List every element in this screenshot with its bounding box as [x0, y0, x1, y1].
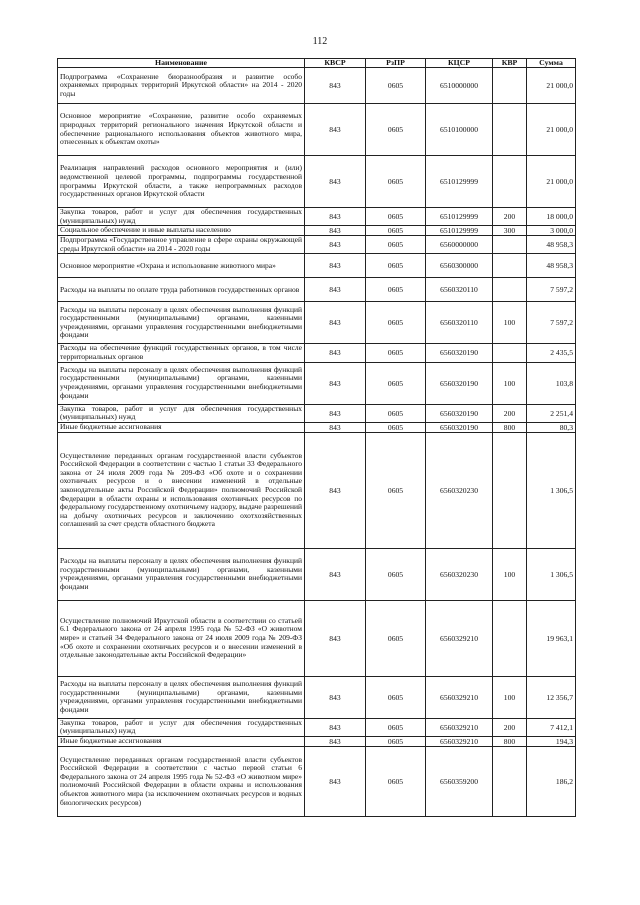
table-row: [58, 208, 576, 226]
cell-sum: 7 412,1: [527, 718, 576, 736]
header-kcsr: КЦСР: [426, 59, 493, 68]
cell-name: Подпрограмма «Сохранение биоразнообразия и развитие особо охраняемых природных территорий Иркутской области» на 2014 - 2020 годы: [58, 68, 305, 104]
cell-kvr: 100: [493, 362, 527, 404]
cell-rzpr: 0605: [366, 676, 426, 718]
cell-kcsr: 6560359200: [426, 746, 493, 816]
cell-rzpr: 0605: [366, 156, 426, 208]
cell-rzpr: 0605: [366, 432, 426, 548]
cell-kvr: 200: [493, 208, 527, 226]
table-row: [58, 746, 576, 816]
cell-kvr: [493, 104, 527, 156]
cell-kvr: 800: [493, 422, 527, 432]
cell-kvr: 100: [493, 548, 527, 600]
budget-table: [57, 58, 576, 817]
table-row: [58, 718, 576, 736]
cell-kcsr: 6560329210: [426, 736, 493, 746]
cell-name: Иные бюджетные ассигнования: [58, 736, 305, 746]
table-row: [58, 362, 576, 404]
cell-kcsr: 6510129999: [426, 208, 493, 226]
cell-kvr: [493, 156, 527, 208]
cell-kvsr: 843: [305, 236, 366, 254]
cell-sum: 2 251,4: [527, 404, 576, 422]
cell-rzpr: 0605: [366, 254, 426, 278]
cell-name: Осуществление переданных органам государственной власти субъектов Российской Федерации в соответствии с частью первой статьи 6 Федерального закона от 24 апреля 1995 года № 52-ФЗ «О животном мире» полномочий Российской Федерации в области охраны и использования объектов животного мира (за исключением охотничьих ресурсов и водных биологических ресурсов): [58, 746, 305, 816]
cell-name: Закупка товаров, работ и услуг для обеспечения государственных (муниципальных) нужд: [58, 208, 305, 226]
cell-sum: 3 000,0: [527, 226, 576, 236]
table-row: [58, 548, 576, 600]
cell-name: Расходы на выплаты персоналу в целях обеспечения выполнения функций государственными (муниципальными) органами, казенными учреждениями, органами управления государственными внебюджетными фондами: [58, 302, 305, 344]
cell-kvsr: 843: [305, 404, 366, 422]
cell-kcsr: 6560329210: [426, 676, 493, 718]
cell-rzpr: 0605: [366, 278, 426, 302]
cell-rzpr: 0605: [366, 736, 426, 746]
cell-rzpr: 0605: [366, 404, 426, 422]
cell-kcsr: 6560300000: [426, 254, 493, 278]
cell-sum: 48 958,3: [527, 236, 576, 254]
table-row: [58, 432, 576, 548]
cell-sum: 7 597,2: [527, 302, 576, 344]
cell-kcsr: 6560000000: [426, 236, 493, 254]
cell-kvsr: 843: [305, 208, 366, 226]
cell-sum: 186,2: [527, 746, 576, 816]
cell-name: Расходы на выплаты по оплате труда работников государственных органов: [58, 278, 305, 302]
cell-name: Иные бюджетные ассигнования: [58, 422, 305, 432]
cell-kvr: 200: [493, 404, 527, 422]
cell-sum: 21 000,0: [527, 156, 576, 208]
cell-sum: 21 000,0: [527, 68, 576, 104]
cell-name: Расходы на выплаты персоналу в целях обеспечения выполнения функций государственными (муниципальными) органами, казенными учреждениями, органами управления государственными внебюджетными фондами: [58, 548, 305, 600]
cell-name: Основное мероприятие «Сохранение, развитие особо охраняемых природных территорий регионального значения Иркутской области и обеспечение рационального использования объектов животного мира, отнесенных к объектам охоты»: [58, 104, 305, 156]
table-row: [58, 302, 576, 344]
cell-kvsr: 843: [305, 344, 366, 362]
table-row: [58, 736, 576, 746]
table-body: [58, 68, 576, 817]
cell-kvr: 800: [493, 736, 527, 746]
cell-name: Реализация направлений расходов основного мероприятия и (или) ведомственной целевой программы, подпрограммы государственной программы Иркутской области, а также непрограммных расходов государственных органов Иркутской области: [58, 156, 305, 208]
cell-kvsr: 843: [305, 156, 366, 208]
table-row: [58, 68, 576, 104]
cell-kvsr: 843: [305, 254, 366, 278]
table-row: [58, 676, 576, 718]
cell-sum: 48 958,3: [527, 254, 576, 278]
cell-kcsr: 6560320190: [426, 362, 493, 404]
header-kvr: КВР: [493, 59, 527, 68]
cell-kcsr: 6510129999: [426, 226, 493, 236]
table-row: [58, 404, 576, 422]
cell-kcsr: 6560320110: [426, 278, 493, 302]
cell-kvsr: 843: [305, 422, 366, 432]
cell-kvsr: 843: [305, 736, 366, 746]
table-row: [58, 600, 576, 676]
cell-kvr: 200: [493, 718, 527, 736]
cell-name: Осуществление переданных органам государственной власти субъектов Российской Федерации в соответствии с частью 1 статьи 33 Федерального закона от 24 июля 2009 года № 209-ФЗ «Об охоте и о сохранении охотничьих ресурсов и о внесении изменений в отдельные законодательные акты Российской Федерации» полномочий Российской Федерации в области охраны и использования охотничьих ресурсов по федеральному государственному охотничьему надзору, выдаче разрешений на добычу охотничьих ресурсов и заключению охотхозяйственных соглашений за счет средств областного бюджета: [58, 432, 305, 548]
cell-sum: 21 000,0: [527, 104, 576, 156]
cell-name: Расходы на выплаты персоналу в целях обеспечения выполнения функций государственными (муниципальными) органами, казенными учреждениями, органами управления государственными внебюджетными фондами: [58, 676, 305, 718]
cell-kcsr: 6560329210: [426, 718, 493, 736]
cell-name: Расходы на выплаты персоналу в целях обеспечения выполнения функций государственными (муниципальными) органами, казенными учреждениями, органами управления государственными внебюджетными фондами: [58, 362, 305, 404]
cell-kvsr: 843: [305, 104, 366, 156]
header-rzpr: РзПР: [366, 59, 426, 68]
cell-sum: 2 435,5: [527, 344, 576, 362]
cell-rzpr: 0605: [366, 422, 426, 432]
cell-rzpr: 0605: [366, 344, 426, 362]
cell-rzpr: 0605: [366, 600, 426, 676]
cell-rzpr: 0605: [366, 208, 426, 226]
cell-kvsr: 843: [305, 746, 366, 816]
cell-kvr: [493, 254, 527, 278]
cell-kvr: [493, 600, 527, 676]
cell-name: Подпрограмма «Государственное управление в сфере охраны окружающей среды Иркутской области» на 2014 - 2020 годы: [58, 236, 305, 254]
cell-name: Закупка товаров, работ и услуг для обеспечения государственных (муниципальных) нужд: [58, 404, 305, 422]
table-row: [58, 226, 576, 236]
cell-kvsr: 843: [305, 676, 366, 718]
cell-kcsr: 6560320190: [426, 422, 493, 432]
table-row: [58, 156, 576, 208]
page-number: 112: [312, 36, 328, 47]
cell-rzpr: 0605: [366, 236, 426, 254]
cell-name: Закупка товаров, работ и услуг для обеспечения государственных (муниципальных) нужд: [58, 718, 305, 736]
cell-kcsr: 6510000000: [426, 68, 493, 104]
cell-rzpr: 0605: [366, 746, 426, 816]
cell-kvr: [493, 746, 527, 816]
cell-kvsr: 843: [305, 68, 366, 104]
table-row: [58, 278, 576, 302]
table-row: [58, 422, 576, 432]
header-sum: Сумма: [527, 59, 576, 68]
cell-sum: 1 306,5: [527, 548, 576, 600]
cell-kcsr: 6560320110: [426, 302, 493, 344]
header-kvsr: КВСР: [305, 59, 366, 68]
cell-kvsr: 843: [305, 226, 366, 236]
cell-kvsr: 843: [305, 362, 366, 404]
cell-sum: 7 597,2: [527, 278, 576, 302]
cell-sum: 80,3: [527, 422, 576, 432]
cell-kvr: [493, 278, 527, 302]
table-header-row: [58, 59, 576, 68]
cell-rzpr: 0605: [366, 718, 426, 736]
cell-kvsr: 843: [305, 600, 366, 676]
table-row: [58, 104, 576, 156]
cell-rzpr: 0605: [366, 302, 426, 344]
table-row: [58, 344, 576, 362]
cell-kvsr: 843: [305, 718, 366, 736]
cell-kvsr: 843: [305, 302, 366, 344]
table-row: [58, 236, 576, 254]
cell-kcsr: 6510129999: [426, 156, 493, 208]
cell-kvsr: 843: [305, 432, 366, 548]
cell-name: Осуществление полномочий Иркутской области в соответствии со статьей 6.1 Федерального закона от 24 апреля 1995 года № 52-ФЗ «О животном мире» и статьей 34 Федерального закона от 24 июля 2009 года № 209-ФЗ «Об охоте и сохранении охотничьих ресурсов и о внесении изменений в отдельные законодательные акты Российской Федерации»: [58, 600, 305, 676]
cell-kcsr: 6560320190: [426, 404, 493, 422]
cell-kvsr: 843: [305, 278, 366, 302]
cell-rzpr: 0605: [366, 548, 426, 600]
cell-rzpr: 0605: [366, 104, 426, 156]
cell-name: Основное мероприятие «Охрана и использование животного мира»: [58, 254, 305, 278]
cell-name: Расходы на обеспечение функций государственных органов, в том числе территориальных органов: [58, 344, 305, 362]
cell-kvr: 300: [493, 226, 527, 236]
cell-name: Социальное обеспечение и иные выплаты населению: [58, 226, 305, 236]
cell-kvr: [493, 432, 527, 548]
cell-kvr: 100: [493, 676, 527, 718]
cell-kvr: [493, 344, 527, 362]
cell-sum: 19 963,1: [527, 600, 576, 676]
cell-kcsr: 6560320230: [426, 548, 493, 600]
cell-sum: 194,3: [527, 736, 576, 746]
cell-sum: 12 356,7: [527, 676, 576, 718]
cell-rzpr: 0605: [366, 226, 426, 236]
cell-kvr: 100: [493, 302, 527, 344]
cell-kcsr: 6560320190: [426, 344, 493, 362]
table-row: [58, 254, 576, 278]
cell-sum: 18 000,0: [527, 208, 576, 226]
cell-kcsr: 6560320230: [426, 432, 493, 548]
cell-kcsr: 6560329210: [426, 600, 493, 676]
cell-kvr: [493, 236, 527, 254]
cell-sum: 1 306,5: [527, 432, 576, 548]
cell-rzpr: 0605: [366, 362, 426, 404]
cell-sum: 103,8: [527, 362, 576, 404]
cell-kcsr: 6510100000: [426, 104, 493, 156]
cell-rzpr: 0605: [366, 68, 426, 104]
header-name: Наименование: [58, 59, 305, 68]
cell-kvsr: 843: [305, 548, 366, 600]
cell-kvr: [493, 68, 527, 104]
